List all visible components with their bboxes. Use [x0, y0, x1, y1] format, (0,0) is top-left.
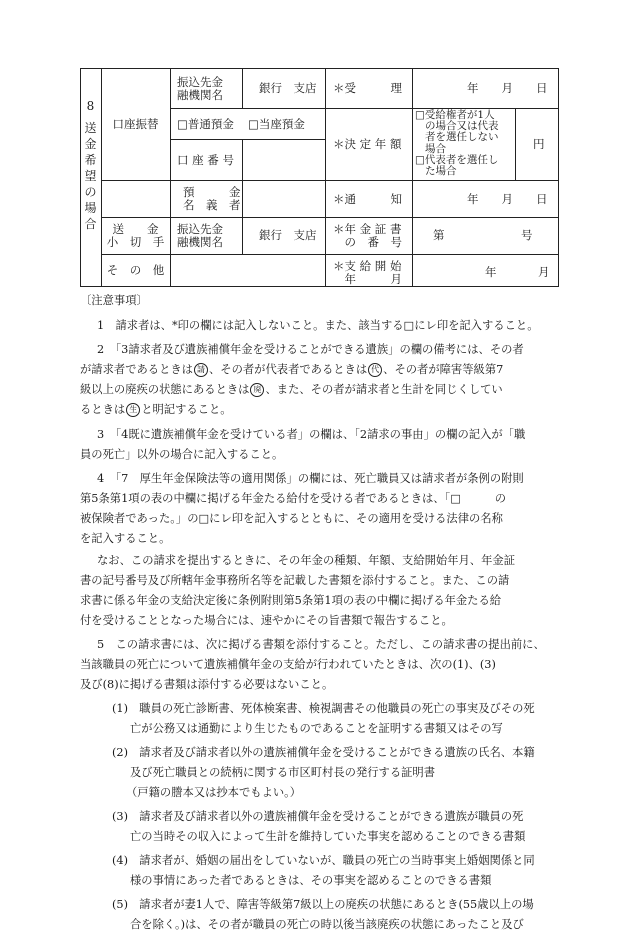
kogitte-label: 小 切 手	[106, 234, 165, 249]
note-5-line1: 5 この請求書には、次に掲げる書類を添付すること。ただし、この請求書の提出前に、	[97, 638, 545, 651]
option1-line: の場合又は代表	[425, 120, 499, 133]
section-char: 送	[84, 121, 97, 135]
option2-line: □代表者を選任し	[415, 154, 499, 166]
item-2-line2: 及び死亡職員との続柄に関する市区町村長の発行する証明書	[130, 766, 436, 779]
note-text: るときは	[80, 403, 126, 416]
dai-label: 第	[433, 228, 445, 242]
note-4b-line2: 書の記号番号及び所轄年金事務所名等を記載した書類を添付すること。また、この請	[80, 574, 510, 587]
note-text: 、また、その者が請求者と生計を同じくしてい	[265, 383, 503, 396]
item-1-line1: (1) 職員の死亡診断書、死体検案書、検視調書その他職員の死亡の事実及びその死	[112, 702, 535, 715]
option-daihyo-checkbox[interactable]	[415, 155, 515, 177]
nen-label: 年	[485, 265, 497, 279]
ginko-shiten-field-2[interactable]: 銀行 支店	[259, 228, 317, 242]
note-text: 、その者が障害等級第7	[383, 363, 504, 376]
option-single-checkbox[interactable]	[415, 110, 515, 155]
section-char: の	[84, 185, 97, 199]
nenkin-line2: の 番 号	[333, 234, 402, 249]
option1-line: 場合	[425, 142, 446, 155]
note-1: 1 請求者は、*印の欄には記入しないこと。また、該当する□にレ印を記入すること。	[97, 319, 539, 332]
koza-bango-field[interactable]	[246, 146, 322, 176]
section-char: 望	[84, 169, 97, 183]
option2-line: た場合	[425, 165, 457, 178]
note-3-line1: 3 「4既に遺族補償年金を受けている者」の欄は、「2請求の事由」の欄の記入が「職	[97, 428, 526, 441]
item-3-line1: (3) 請求者及び請求者以外の遺族補償年金を受けることができる遺族が職員の死	[112, 810, 524, 823]
note-2-line4	[80, 401, 232, 417]
circle-dai-mark: 代	[368, 363, 382, 377]
note-text: 、その者が代表者であるときは	[208, 363, 368, 376]
meigi-line1: 預 金	[183, 185, 241, 199]
circle-hai-mark: 廃	[250, 383, 264, 397]
note-4-line1: 4 「7 厚生年金保険法等の適用関係」の欄には、死亡職員又は請求者が条例の附則	[97, 472, 524, 485]
note-2-line1: 2 「3請求者及び遺族補償年金を受けることができる遺族」の欄の備考には、その者	[97, 343, 524, 356]
kettei-nengaku-label: ＊決 定 年 額	[333, 137, 402, 151]
note-4b-line3: 求書に係る年金の支給決定後に条例附則第5条第1項の表の中欄に掲げる年金たる給	[80, 594, 502, 607]
note-4b-line4: 付を受けることとなった場合には、速やかにその旨書類で報告すること。	[80, 614, 453, 627]
section-char: 希	[84, 153, 97, 167]
tsuchi-label: ＊通 知	[333, 192, 402, 206]
furikomi-line2: 融機関名	[177, 87, 223, 102]
note-2-line3	[80, 381, 503, 397]
option1-line: □受給権者が1人	[415, 109, 495, 121]
yen-unit: 円	[533, 137, 545, 151]
item-4-line2: 様の事情にあった者であるときは、その事実を認めることのできる書類	[130, 874, 492, 887]
shikyu-line1: ＊支 給 開 始	[333, 259, 402, 273]
soukin-kogitte-label	[101, 223, 170, 248]
section-label-8	[80, 98, 101, 232]
option1-line: 者を選任しない	[425, 131, 499, 144]
note-text: 級以上の廃疾の状態にあるときは	[80, 383, 250, 396]
circle-sei-mark: 請	[194, 363, 208, 377]
item-2-line3: （戸籍の謄本又は抄本でもよい。）	[126, 786, 302, 799]
furikomi-label	[177, 76, 223, 101]
furikomi-label-2	[177, 223, 223, 248]
ginko-shiten-field[interactable]: 銀行 支店	[259, 81, 317, 95]
note-5-line3: 及び(8)に掲げる書類は添付する必要はないこと。	[80, 678, 334, 691]
item-2-line1: (2) 請求者及び請求者以外の遺族補償年金を受けることができる遺族の氏名、本籍	[112, 746, 535, 759]
note-4-line4: を記入すること。	[80, 532, 171, 545]
meigi-label	[183, 186, 241, 211]
go-label: 号	[521, 228, 533, 242]
sonota-label: そ の 他	[106, 263, 165, 277]
section-char: 合	[84, 217, 97, 231]
meigi-line2: 名 義 者	[183, 197, 241, 212]
note-3-line2: 員の死亡」以外の場合に記入すること。	[80, 448, 284, 461]
nenkin-shosho-label	[333, 223, 402, 248]
item-5-line1: (5) 請求者が妻1人で、障害等級第7級以上の廃疾の状態にあるとき(55歳以上の場	[112, 898, 534, 911]
furikomi2-line2: 融機関名	[177, 234, 223, 249]
note-4b-line1: なお、この請求を提出するときに、その年金の種類、年額、支給開始年月、年金証	[97, 554, 515, 567]
uketsuke-date[interactable]: 年 月 日	[467, 81, 548, 95]
note-4-line3: 被保険者であった。」の□にレ印を記入するとともに、その適用を受ける法律の名称	[80, 512, 503, 525]
shikyu-kaishi-label	[333, 260, 402, 285]
note-text: と明記すること。	[141, 403, 232, 416]
toza-yokin-checkbox[interactable]: □当座預金	[248, 117, 305, 131]
meigi-field[interactable]	[246, 184, 322, 214]
nenkin-line1: ＊年 金 証 書	[333, 222, 402, 236]
section-number: 8	[86, 99, 95, 113]
koza-bango-label: 口 座 番 号	[177, 153, 234, 167]
section-char: 場	[84, 201, 97, 215]
item-1-line2: 亡が公務又は通勤により生じたものであることを証明する書類又はその写	[130, 722, 503, 735]
note-2-line2	[80, 361, 503, 377]
note-text: が請求者であるときは	[80, 363, 193, 376]
item-4-line1: (4) 請求者が、婚姻の届出をしていないが、職員の死亡の当時事実上婚姻関係と同	[112, 854, 535, 867]
item-3-line2: 亡の当時その収入によって生計を維持していた事実を認めることのできる書類	[130, 830, 526, 843]
futsu-yokin-checkbox[interactable]: □普通預金	[177, 117, 234, 131]
koza-furikae-label: 口座振替	[112, 117, 159, 131]
section-char: 金	[84, 137, 97, 151]
soukin-label: 送 金	[112, 222, 159, 236]
circle-sho-mark: 生	[126, 403, 140, 417]
tsuchi-date[interactable]: 年 月 日	[467, 192, 548, 206]
note-5-line2: 当該職員の死亡について遺族補償年金の支給が行われていたときは、次の(1)、(3)	[80, 658, 496, 671]
remittance-table	[0, 0, 630, 290]
item-5-line2: 合を除く。)は、その者が職員の死亡の時以後当該廃疾の状態にあったこと及び	[130, 918, 524, 931]
uketsuke-label: ＊受 理	[333, 81, 402, 95]
furikomi2-line1: 振込先金	[177, 222, 223, 236]
furikomi-line1: 振込先金	[177, 75, 223, 89]
sonota-field[interactable]	[174, 260, 322, 282]
note-4-line2: 第5条第1項の表の中欄に掲げる年金たる給付を受ける者であるときは、「□ の	[80, 492, 507, 505]
shikyu-line2: 年 月	[333, 271, 402, 286]
tsuki-label: 月	[538, 265, 550, 279]
notes-heading: 〔注意事項〕	[80, 294, 148, 307]
